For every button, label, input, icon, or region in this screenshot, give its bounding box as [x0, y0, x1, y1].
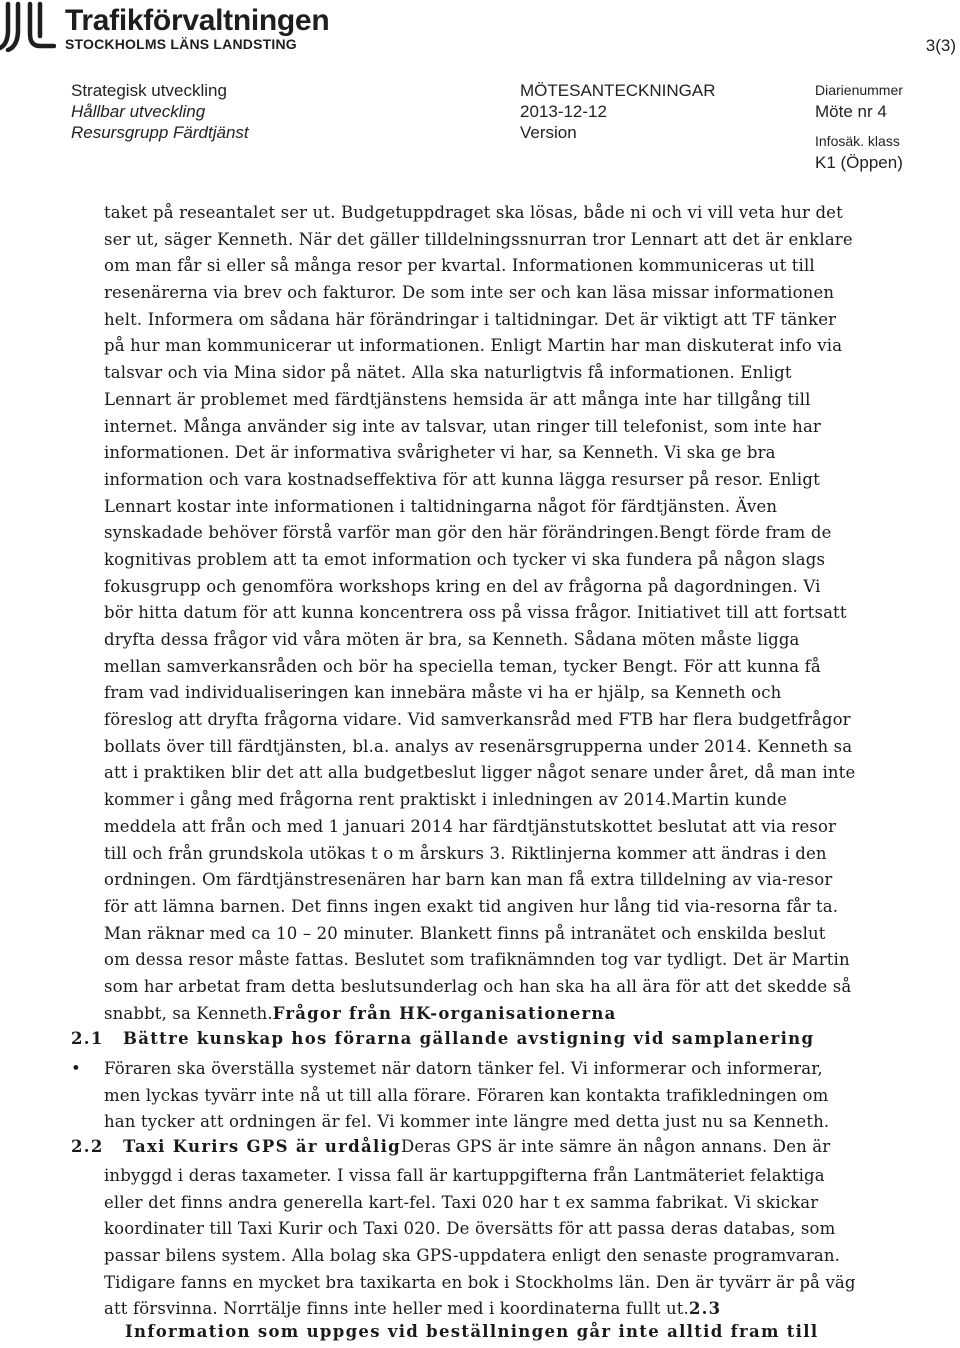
paragraph-line: som har arbetat fram detta beslutsunderlag och han ska ha all ära för att det skedde så	[104, 976, 852, 996]
section-heading-2-3: Information som uppges vid beställningen går inte alltid fram till	[125, 1322, 819, 1341]
header-dept-line: Resursgrupp Färdtjänst	[71, 123, 249, 142]
paragraph-text: snabbt, sa Kenneth.	[104, 1003, 273, 1023]
header-document-info	[520, 80, 716, 143]
page-number: 3(3)	[925, 36, 956, 55]
paragraph-line: fram vad individualiseringen kan innebära måste vi ha er hjälp, sa Kenneth och	[104, 683, 782, 703]
section-line: Tidigare fanns en mycket bra taxikarta en bok i Stockholms län. Den är tyvärr är på väg	[104, 1272, 856, 1292]
section-number: 2.2	[71, 1137, 104, 1156]
paragraph-line: informationen. Det är informativa svårigheter vi har, sa Kenneth. Vi ska ge bra	[104, 443, 776, 463]
section-line: passar bilens system. Alla bolag ska GPS-uppdatera enligt den senaste programvaran.	[104, 1246, 841, 1266]
paragraph-line: kognitivas problem att ta emot information och tycker vi ska fundera på någon slags	[104, 549, 826, 569]
logo-title: Trafikförvaltningen	[65, 4, 330, 37]
paragraph-line: Man räknar med ca 10 – 20 minuter. Blankett finns på intranätet och enskilda beslut	[104, 923, 826, 943]
paragraph-line: mellan samverkansråden och bör ha speciella teman, tycker Bengt. För att kunna få	[104, 656, 821, 676]
paragraph-line: Lennart kostar inte informationen i taltidningarna något för färdtjänsten. Även	[104, 496, 778, 516]
subheading-hk: Frågor från HK-organisationerna	[272, 1003, 617, 1023]
paragraph-line: Lennart är problemet med färdtjänstens hemsida är att många inte har tillgång till	[104, 389, 811, 409]
paragraph-line-last	[104, 1001, 924, 1028]
infosak-value: K1 (Öppen)	[815, 153, 903, 172]
sll-logo-icon	[0, 0, 56, 52]
section-number: 2.1	[71, 1029, 104, 1048]
paragraph-line: att i praktiken blir det att alla budgetbeslut ligger något senare under året, då man inte	[104, 763, 856, 783]
paragraph-line: på hur man kommunicerar ut informationen. Enligt Martin har man diskuterat info via	[104, 336, 843, 356]
paragraph-line: om man får si eller så många resor per kvartal. Informationen kommuniceras ut till	[104, 256, 815, 276]
paragraph-line: information och vara kostnadseffektiva för att kunna lägga resurser på resor. Enligt	[104, 469, 820, 489]
paragraph-line: föreslog att dryfta frågorna vidare. Vid samverkansråd med FTB har flera budgetfrågor	[104, 710, 851, 730]
paragraph-line: resenärerna via brev och fakturor. De som inte ser och kan läsa missar informationen	[104, 283, 835, 303]
header-dept-line: Strategisk utveckling	[71, 81, 227, 100]
organization-logo	[0, 0, 330, 56]
bullet-line: Föraren ska överställa systemet när datorn tänker fel. Vi informerar och informerar,	[104, 1059, 823, 1078]
paragraph-line: för att lämna barnen. Det finns ingen exakt tid angiven hur lång tid via-resorna får ta.	[104, 896, 839, 916]
section-text: Deras GPS är inte sämre än någon annans. Den är	[400, 1137, 831, 1156]
bullet-line: men lyckas tyvärr inte nå ut till alla förare. Föraren kan kontakta trafikledningen om	[104, 1085, 829, 1105]
paragraph-line: ser ut, säger Kenneth. När det gäller tilldelningssnurran tror Lennart att det är enklare	[104, 229, 853, 249]
paragraph-line: om dessa resor måste fattas. Beslutet som trafiknämnden tog var tydligt. Det är Martin	[104, 950, 850, 970]
diarienummer-label: Diarienummer	[815, 82, 903, 98]
paragraph-line: helt. Informera om sådana här förändringar i taltidningar. Det är viktigt att TF tänker	[104, 309, 837, 329]
paragraph-line: bollats över till färdtjänsten, bl.a. analys av resenärsgrupperna under 2014. Kenneth sa	[104, 736, 853, 756]
section-2-2-first-line	[71, 1137, 830, 1156]
paragraph-line: talsvar och via Mina sidor på nätet. Alla ska naturligtvis få informationen. Enligt	[104, 363, 792, 383]
paragraph-line: synskadade behöver förstå varför man gör den här förändringen.Bengt förde fram de	[104, 523, 832, 543]
bullet-line: han tycker att ordningen är fel. Vi kommer inte längre med detta just nu sa Kenneth.	[104, 1112, 830, 1132]
section-number-2-3: 2.3	[688, 1299, 722, 1319]
paragraph-line: till och från grundskola utökas t o m årskurs 3. Riktlinjerna kommer att ändras i den	[104, 843, 827, 863]
header-department	[71, 80, 249, 143]
paragraph-line: dryfta dessa frågor vid våra möten är bra, sa Kenneth. Sådana möten måste ligga	[104, 630, 800, 649]
section-heading-2-1	[71, 1029, 814, 1048]
document-type: MÖTESANTECKNINGAR	[520, 81, 716, 100]
section-line: koordinater till Taxi Kurir och Taxi 020. De översätts för att passa deras databas, som	[104, 1219, 836, 1239]
section-text: att försvinna. Norrtälje finns inte heller med i koordinaterna fullt ut.	[104, 1299, 689, 1319]
section-title: Taxi Kurirs GPS är urdålig	[123, 1137, 401, 1156]
section-line: eller det finns andra generella kart-fel. Taxi 020 har t ex samma fabrikat. Vi skickar	[104, 1192, 819, 1212]
section-2-2-body	[104, 1163, 924, 1323]
infosak-label: Infosäk. klass	[815, 133, 900, 149]
section-line: inbyggd i deras taxameter. I vissa fall är kartuppgifterna från Lantmäteriet felaktiga	[104, 1166, 825, 1185]
section-title: Bättre kunskap hos förarna gällande avstigning vid samplanering	[123, 1029, 815, 1048]
bullet-icon: •	[71, 1059, 81, 1078]
minutes-paragraph	[104, 200, 924, 1027]
paragraph-line: bör hitta datum för att kunna koncentrera oss på vissa frågor. Initiativet till att fortsatt	[104, 603, 847, 623]
meeting-number: Möte nr 4	[815, 102, 887, 121]
document-date: 2013-12-12	[520, 102, 607, 121]
paragraph-line: taket på reseantalet ser ut. Budgetuppdraget ska lösas, både ni och vi vill veta hur det	[104, 203, 843, 222]
header-registry	[815, 80, 903, 173]
paragraph-line: fokusgrupp och genomföra workshops kring en del av frågorna på dagordningen. Vi	[104, 576, 821, 596]
document-version-label: Version	[520, 123, 577, 142]
paragraph-line: ordningen. Om färdtjänstresenären har barn kan man få extra tilldelning av via-resor	[104, 870, 833, 890]
header-dept-line: Hållbar utveckling	[71, 102, 206, 121]
paragraph-line: internet. Många använder sig inte av talsvar, utan ringer till telefonist, som inte har	[104, 416, 821, 436]
logo-subtitle: STOCKHOLMS LÄNS LANDSTING	[65, 36, 297, 52]
paragraph-line: kommer i gång med frågorna rent praktiskt i inledningen av 2014.Martin kunde	[104, 790, 788, 810]
paragraph-line: meddela att från och med 1 januari 2014 har färdtjänstutskottet beslutat att via resor	[104, 816, 837, 836]
section-line-last	[104, 1296, 924, 1323]
